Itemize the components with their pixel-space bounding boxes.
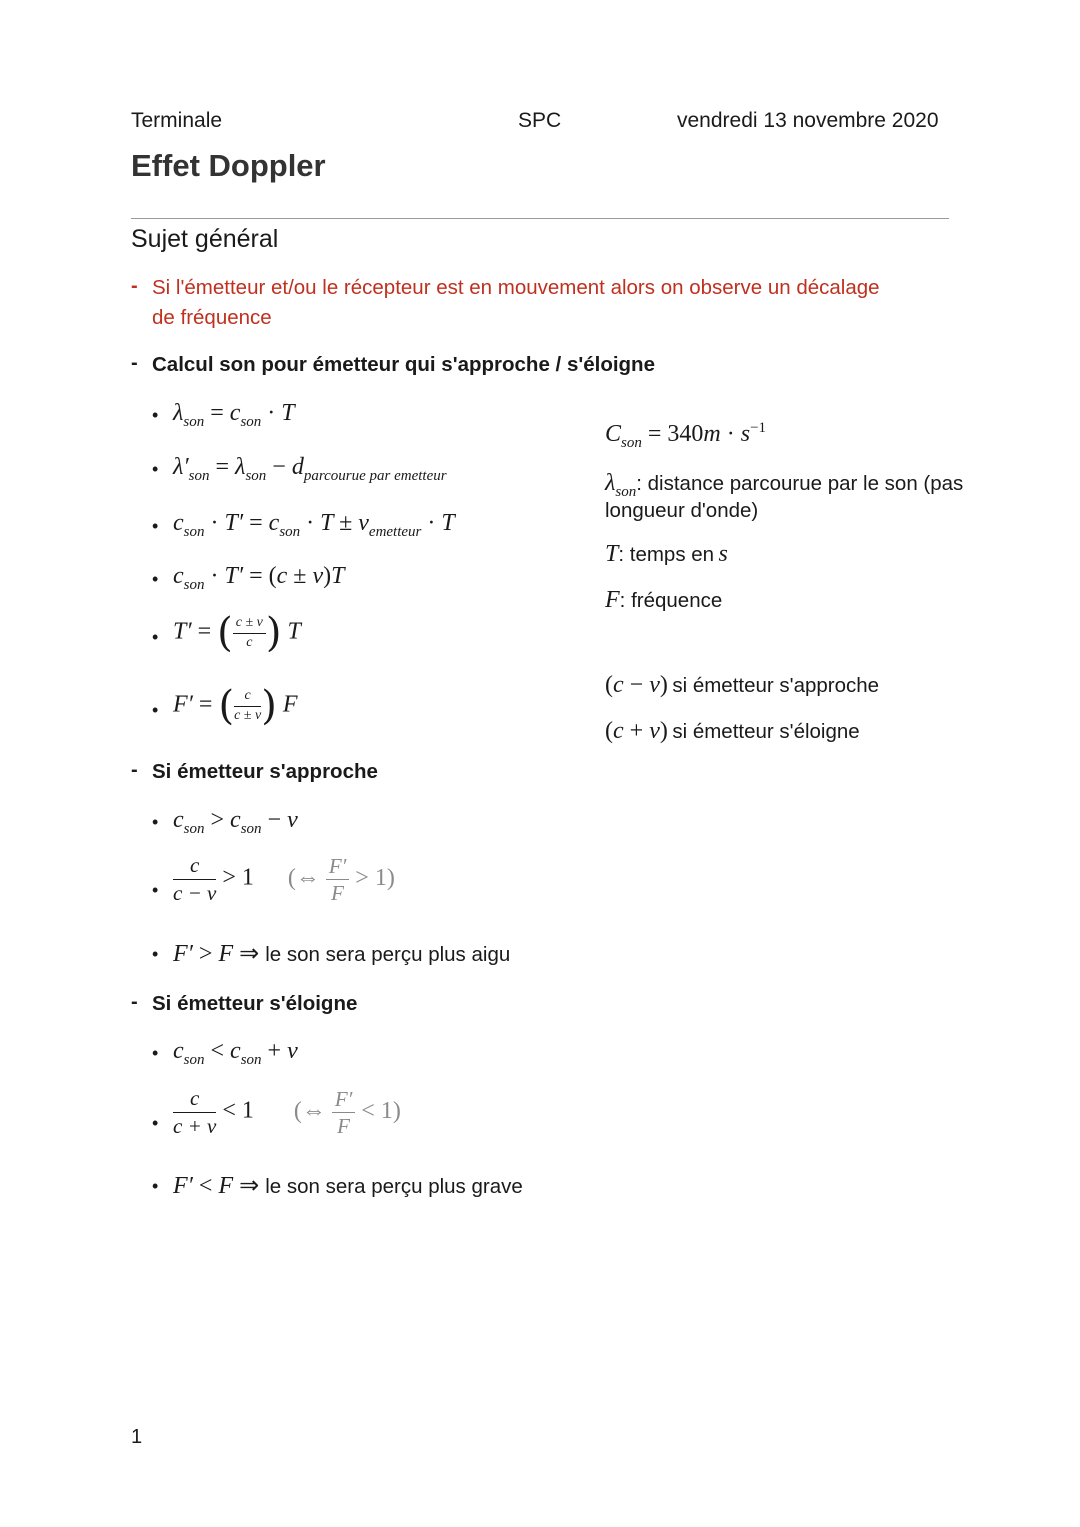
dash-icon: - [131,275,138,297]
inequality-approche-1: $c_{son} > c_{son} - v$ [173,807,298,837]
legend-F: F: fréquence [605,587,723,613]
dash-icon: - [131,759,138,781]
page-number: 1 [131,1426,143,1448]
header-class: Terminale [131,109,223,132]
bullet-icon: • [152,459,159,479]
bullet-icon: • [152,569,159,589]
conclusion-grave: F′ < F ⇒ le son sera perçu plus grave [173,1173,523,1199]
section-heading-calcul: Calcul son pour émetteur qui s'approche / s'éloigne [152,353,655,376]
header-subject: SPC [518,109,562,132]
bullet-icon: • [152,812,159,832]
bullet-icon: • [152,944,159,964]
equation-1: $\lambda_{son} = c_{son} \cdot T$ [173,400,295,430]
divider [131,218,949,219]
inequality-approche-2: $\frac{c}{c - v}$ > 1 (⇔ $\frac{F'}{F}$ > 1) [173,853,395,906]
bullet-icon: • [152,880,159,900]
legend-T: T: temps en s [605,541,728,567]
bullet-icon: • [152,516,159,536]
intro-line-1: Si l'émetteur et/ou le récepteur est en mouvement alors on observe un décalage [152,276,880,299]
section-heading-eloigne: Si émetteur s'éloigne [152,992,358,1015]
note-approche: (c − v) si émetteur s'approche [605,672,880,698]
legend-lambda: $\lambda_{son}$: distance parcourue par le son (pas [605,470,964,500]
dash-icon: - [131,991,138,1013]
legend-lambda-cont: longueur d'onde) [605,499,759,522]
dash-icon: - [131,352,138,374]
intro-line-2: de fréquence [152,306,272,329]
equation-2: $\lambda'_{son} = \lambda_{son} - d_{parcourue par emetteur}$ [173,454,447,484]
legend-c-value: $C_{son} = 340m \cdot s^{-1}$ [605,420,767,451]
conclusion-aigu: F′ > F ⇒ le son sera perçu plus aigu [173,941,511,967]
section-heading-approche: Si émetteur s'approche [152,760,378,783]
note-eloigne: (c + v) si émetteur s'éloigne [605,718,860,744]
page-title: Effet Doppler [131,148,326,183]
section-subtitle: Sujet général [131,225,279,253]
equation-4: $c_{son} \cdot T' = (c \pm v)T$ [173,563,345,593]
bullet-icon: • [152,1043,159,1063]
equation-5: T′ = ( $\frac{c \pm v}{c}$ ) T [173,610,301,656]
bullet-icon: • [152,627,159,647]
bullet-icon: • [152,1113,159,1133]
bullet-icon: • [152,1176,159,1196]
inequality-eloigne-2: $\frac{c}{c + v}$ < 1 (⇔ $\frac{F'}{F}$ < 1) [173,1086,401,1139]
bullet-icon: • [152,405,159,425]
header-date: vendredi 13 novembre 2020 [677,109,939,132]
equation-3: $c_{son} \cdot T' = c_{son} \cdot T \pm v_{emetteur} \cdot T$ [173,510,455,540]
inequality-eloigne-1: $c_{son} < c_{son} + v$ [173,1038,298,1068]
bullet-icon: • [152,700,159,720]
equation-6: F′ = ( $\frac{c}{c \pm v}$ ) F [173,683,298,729]
